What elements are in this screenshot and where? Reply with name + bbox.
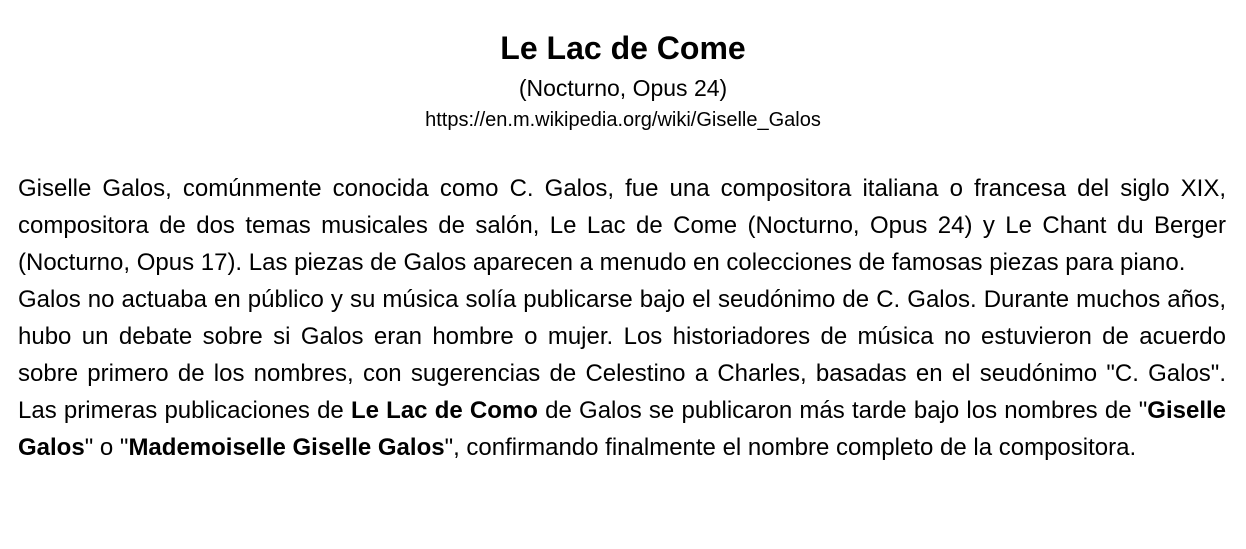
source-url: https://en.m.wikipedia.org/wiki/Giselle_Galos bbox=[425, 109, 821, 131]
document-title: Le Lac de Come bbox=[500, 30, 746, 66]
paragraph-1: Giselle Galos, comúnmente conocida como C. Galos, fue una compositora italiana o francesa del siglo XIX, compositora de dos temas musicales de salón, Le Lac de Come (Nocturno, Opus 24) y Le Chant du Berger (Nocturno, Opus 17). Las piezas de Galos aparecen a menudo en colecciones de famosas piezas para piano. bbox=[18, 175, 1226, 276]
document-subtitle: (Nocturno, Opus 24) bbox=[518, 75, 728, 101]
bold-text-mademoiselle-giselle-galos: Mademoiselle Giselle Galos bbox=[128, 434, 445, 461]
paragraph-2-text-3: " o " bbox=[84, 434, 129, 461]
bold-text-giselle-galos: Giselle Galos bbox=[18, 397, 1227, 461]
paragraph-2-text-1: Galos no actuaba en público y su música solía publicarse bajo el seudónimo de C. Galos. Durante muchos años, hubo un debate sobre si Galos eran hombre o mujer. Los historiadores de música no estuvieron de acuerdo sobre primero de los nombres, con sugerencias de Celestino a Charles, basadas en el seudónimo "C. Galos". Las primeras publicaciones de bbox=[18, 286, 1226, 424]
paragraph-2 bbox=[18, 281, 1226, 466]
paragraph-2-text-4: ", confirmando finalmente el nombre completo de la compositora. bbox=[444, 434, 1137, 461]
paragraph-2-text-2: de Galos se publicaron más tarde bajo los nombres de " bbox=[537, 397, 1148, 424]
bold-text-le-lac-de-como: Le Lac de Como bbox=[350, 397, 538, 424]
document-body bbox=[18, 170, 1226, 466]
